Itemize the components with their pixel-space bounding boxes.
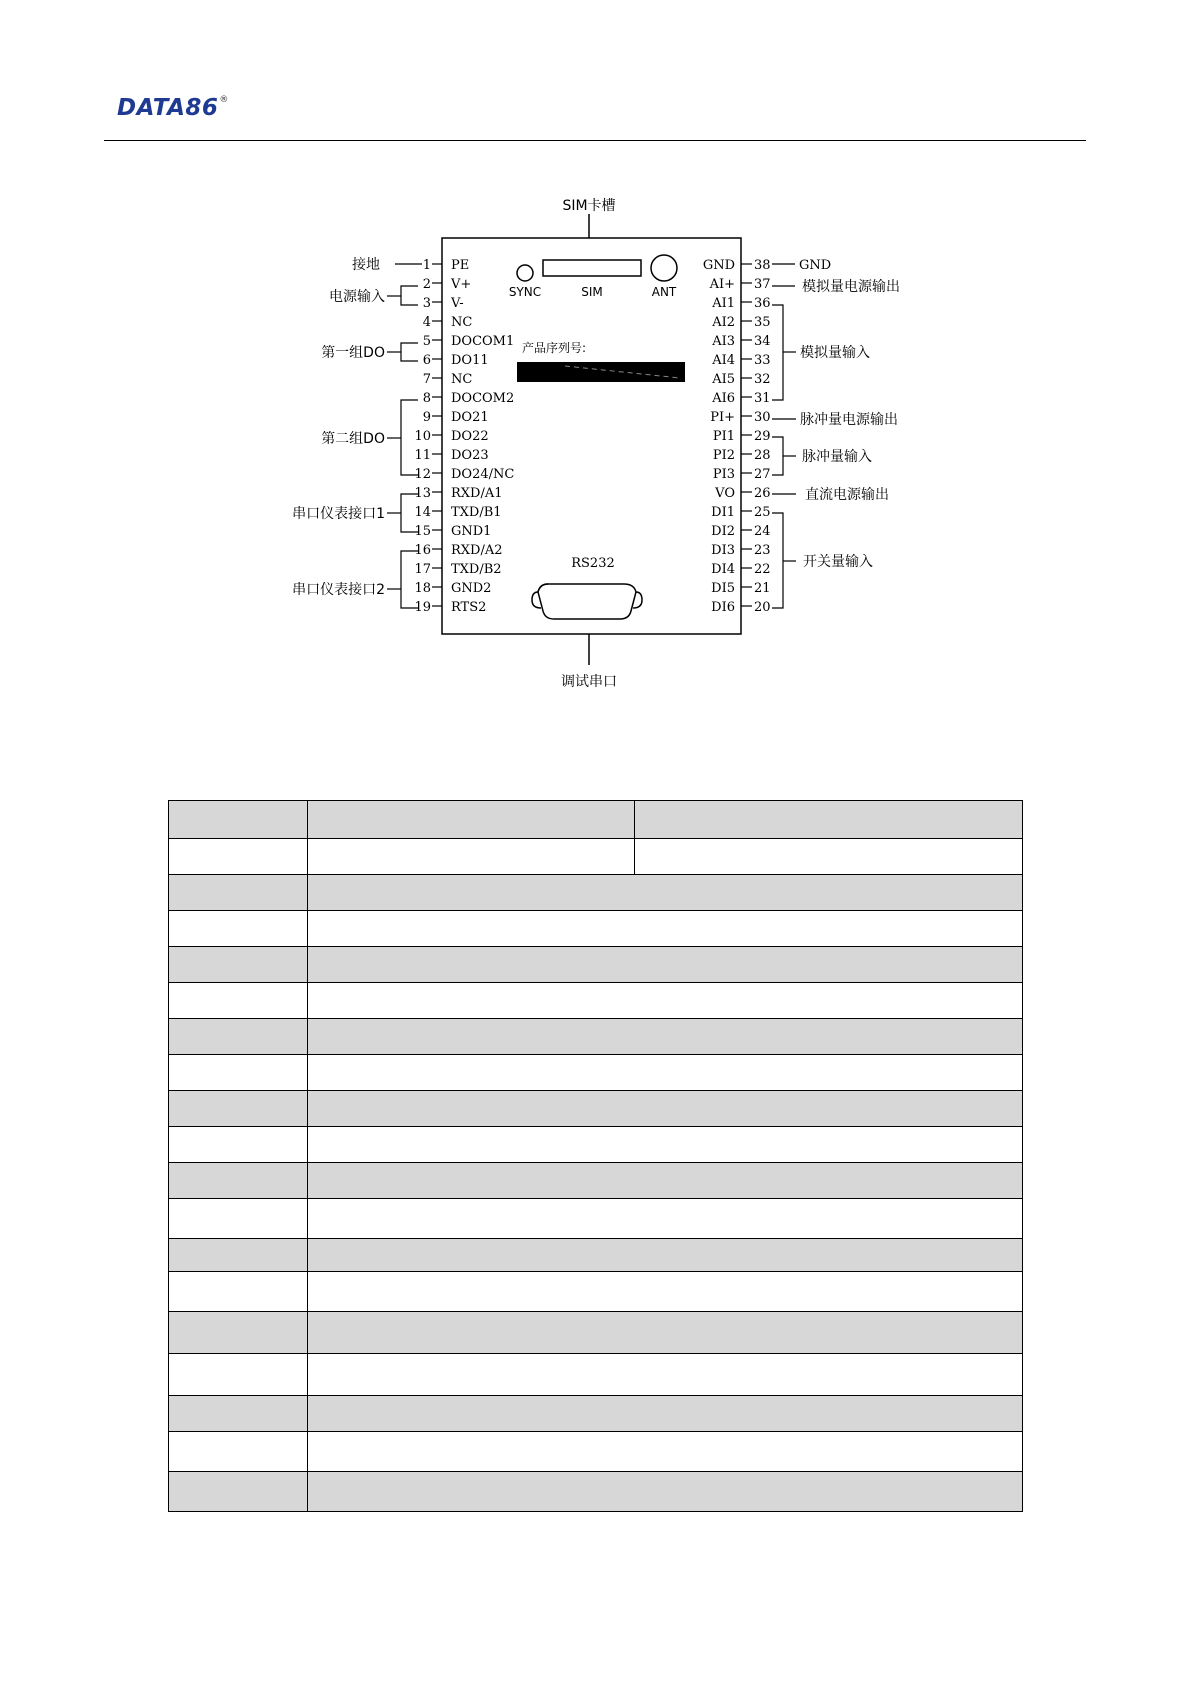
left-pin-number: 19: [414, 600, 431, 615]
right-pin-number: 35: [754, 315, 771, 330]
label-dc-power-output: 直流电源输出: [805, 487, 889, 503]
label-analog-input: 模拟量输入: [800, 345, 870, 361]
right-pin-number: 24: [754, 524, 771, 539]
table-cell-value: [308, 911, 1023, 947]
db9-connector-detail: [538, 584, 548, 592]
table-row: [169, 1396, 1023, 1432]
table-cell-label: [169, 1354, 308, 1396]
table-cell: [635, 839, 1023, 875]
left-pin-name: DO21: [451, 410, 489, 425]
table-row: [169, 983, 1023, 1019]
left-pin-name: GND1: [451, 524, 492, 539]
table-cell-label: [169, 1055, 308, 1091]
left-pin-name: NC: [451, 372, 473, 387]
left-pin-name: DO24/NC: [451, 467, 515, 482]
table-cell-label: [169, 1432, 308, 1472]
table-row: [169, 875, 1023, 911]
label-pulse-input: 脉冲量输入: [802, 449, 872, 465]
right-pin-name: DI4: [711, 562, 735, 577]
pinout-diagram: [0, 0, 1191, 720]
left-pin-name: DO23: [451, 448, 489, 463]
label-pulse-power-output: 脉冲量电源输出: [800, 412, 898, 428]
table-row: [169, 1127, 1023, 1163]
rs232-label: RS232: [571, 556, 615, 571]
table-cell-value: [308, 983, 1023, 1019]
table-cell-label: [169, 1199, 308, 1239]
label-do-group-2: 第二组DO: [321, 431, 385, 447]
table-cell-label: [169, 1127, 308, 1163]
ant-label: ANT: [651, 285, 677, 299]
left-pin-number: 2: [422, 277, 431, 292]
label-ground: 接地: [352, 257, 380, 273]
table-cell-label: [169, 947, 308, 983]
table-row: [169, 1091, 1023, 1127]
right-pin-number: 21: [754, 581, 771, 596]
right-pin-number: 36: [754, 296, 771, 311]
left-pin-number: 10: [414, 429, 431, 444]
left-pin-column: [414, 258, 514, 615]
right-pin-number: 31: [754, 391, 771, 406]
sync-label: SYNC: [508, 285, 542, 299]
right-pin-number: 33: [754, 353, 771, 368]
table-row: [169, 1199, 1023, 1239]
left-pin-name: RXD/A2: [451, 543, 503, 558]
right-pin-name: AI2: [712, 315, 735, 330]
right-pin-name: AI4: [712, 353, 735, 368]
left-pin-name: NC: [451, 315, 473, 330]
sync-led-icon: [517, 265, 533, 281]
table-cell-label: [169, 875, 308, 911]
left-pin-name: TXD/B1: [451, 505, 502, 520]
left-pin-number: 14: [414, 505, 431, 520]
label-gnd: GND: [799, 258, 832, 273]
table-cell: [308, 801, 635, 839]
table-cell-label: [169, 1472, 308, 1512]
left-pin-number: 16: [414, 543, 431, 558]
left-pin-name: V-: [451, 296, 464, 311]
table-cell-value: [308, 875, 1023, 911]
left-pin-number: 11: [414, 448, 431, 463]
right-pin-name: DI6: [711, 600, 735, 615]
label-switch-input: 开关量输入: [803, 554, 873, 570]
db9-connector-inner: [538, 584, 636, 619]
table-cell-value: [308, 1432, 1023, 1472]
label-serial-meter-1: 串口仪表接口1: [292, 506, 385, 522]
table-row: [169, 1019, 1023, 1055]
table-cell-label: [169, 1163, 308, 1199]
right-pin-name: AI5: [712, 372, 735, 387]
left-pin-name: TXD/B2: [451, 562, 502, 577]
left-pin-number: 7: [422, 372, 431, 387]
table-cell-label: [169, 1239, 308, 1272]
table-cell-value: [308, 1019, 1023, 1055]
table-cell-label: [169, 1312, 308, 1354]
antenna-connector-icon: [651, 255, 677, 281]
table-row: [169, 947, 1023, 983]
table-row: [169, 1432, 1023, 1472]
right-pin-number: 27: [754, 467, 771, 482]
sim-slot-shape: [543, 260, 641, 276]
left-pin-number: 18: [414, 581, 431, 596]
right-pin-name: AI6: [712, 391, 735, 406]
left-pin-number: 6: [422, 353, 431, 368]
right-pin-name: AI3: [712, 334, 735, 349]
left-pin-name: RXD/A1: [451, 486, 503, 501]
right-pin-name: PI2: [712, 448, 735, 463]
table-cell-value: [308, 1312, 1023, 1354]
right-pin-number: 37: [754, 277, 771, 292]
right-pin-number: 32: [754, 372, 771, 387]
label-power-input: 电源输入: [329, 289, 385, 305]
left-pin-number: 3: [422, 296, 431, 311]
right-pin-column: [703, 258, 771, 615]
table-cell-value: [308, 947, 1023, 983]
table-cell-value: [308, 1127, 1023, 1163]
right-pin-number: 28: [754, 448, 771, 463]
table-cell-label: [169, 1396, 308, 1432]
right-pin-name: DI2: [711, 524, 735, 539]
left-pin-name: DOCOM1: [451, 334, 515, 349]
table-cell: [308, 839, 635, 875]
table-row: [169, 839, 1023, 875]
right-pin-name: AI+: [709, 277, 735, 292]
table-cell-label: [169, 801, 308, 839]
table-cell-value: [308, 1396, 1023, 1432]
right-pin-name: GND: [702, 258, 735, 273]
table-cell: [635, 801, 1023, 839]
right-pin-number: 30: [754, 410, 771, 425]
serial-number-bar: [517, 362, 685, 382]
table-row: [169, 1055, 1023, 1091]
left-pin-number: 1: [422, 258, 431, 273]
left-pin-name: DO22: [451, 429, 489, 444]
table-cell-label: [169, 1091, 308, 1127]
left-pin-number: 5: [422, 334, 431, 349]
sim-label: SIM: [581, 285, 603, 299]
right-pin-name: AI1: [712, 296, 735, 311]
left-pin-number: 8: [422, 391, 431, 406]
right-pin-name: PI+: [710, 410, 735, 425]
table-cell-value: [308, 1199, 1023, 1239]
table-cell-label: [169, 1272, 308, 1312]
right-pin-name: DI5: [711, 581, 735, 596]
right-pin-name: PI1: [712, 429, 735, 444]
table-cell-value: [308, 1091, 1023, 1127]
right-pin-number: 34: [754, 334, 771, 349]
left-pin-number: 12: [414, 467, 431, 482]
table-cell-label: [169, 983, 308, 1019]
label-do-group-1: 第一组DO: [321, 345, 385, 361]
table-cell-value: [308, 1354, 1023, 1396]
table-row: [169, 1312, 1023, 1354]
right-pin-name: DI3: [711, 543, 735, 558]
left-pin-name: RTS2: [451, 600, 487, 615]
table-cell-label: [169, 839, 308, 875]
table-cell-value: [308, 1055, 1023, 1091]
spec-table: [168, 800, 1023, 1512]
debug-port-label: 调试串口: [561, 674, 617, 690]
right-pin-name: DI1: [711, 505, 735, 520]
left-pin-name: GND2: [451, 581, 492, 596]
left-pin-number: 4: [422, 315, 431, 330]
right-pin-number: 22: [754, 562, 771, 577]
table-row: [169, 1354, 1023, 1396]
right-pin-number: 38: [754, 258, 771, 273]
right-pin-number: 26: [754, 486, 771, 501]
left-pin-name: DO11: [451, 353, 489, 368]
right-pin-number: 25: [754, 505, 771, 520]
left-pin-name: DOCOM2: [451, 391, 515, 406]
table-row: [169, 1239, 1023, 1272]
right-pin-number: 29: [754, 429, 771, 444]
serial-number-label: 产品序列号:: [522, 341, 587, 355]
table-cell-label: [169, 1019, 308, 1055]
table-row: [169, 1472, 1023, 1512]
left-pin-number: 15: [414, 524, 431, 539]
left-pin-name: PE: [451, 258, 470, 273]
right-pin-number: 23: [754, 543, 771, 558]
left-pin-number: 17: [414, 562, 431, 577]
table-cell-value: [308, 1472, 1023, 1512]
table-row: [169, 911, 1023, 947]
label-serial-meter-2: 串口仪表接口2: [292, 582, 385, 598]
right-pin-number: 20: [754, 600, 771, 615]
left-pin-number: 9: [422, 410, 431, 425]
left-pin-number: 13: [414, 486, 431, 501]
right-pin-name: PI3: [712, 467, 735, 482]
table-cell-value: [308, 1239, 1023, 1272]
table-cell-value: [308, 1272, 1023, 1312]
sim-slot-label: SIM卡槽: [562, 198, 616, 214]
right-pin-name: VO: [715, 486, 735, 501]
left-pin-name: V+: [451, 277, 472, 292]
table-row: [169, 801, 1023, 839]
table-cell-label: [169, 911, 308, 947]
registered-mark: ®: [219, 95, 229, 105]
label-analog-power-output: 模拟量电源输出: [802, 279, 900, 295]
table-row: [169, 1163, 1023, 1199]
table-cell-value: [308, 1163, 1023, 1199]
right-group-brackets: [772, 264, 796, 608]
table-row: [169, 1272, 1023, 1312]
logo-text: DATA86: [117, 95, 219, 121]
